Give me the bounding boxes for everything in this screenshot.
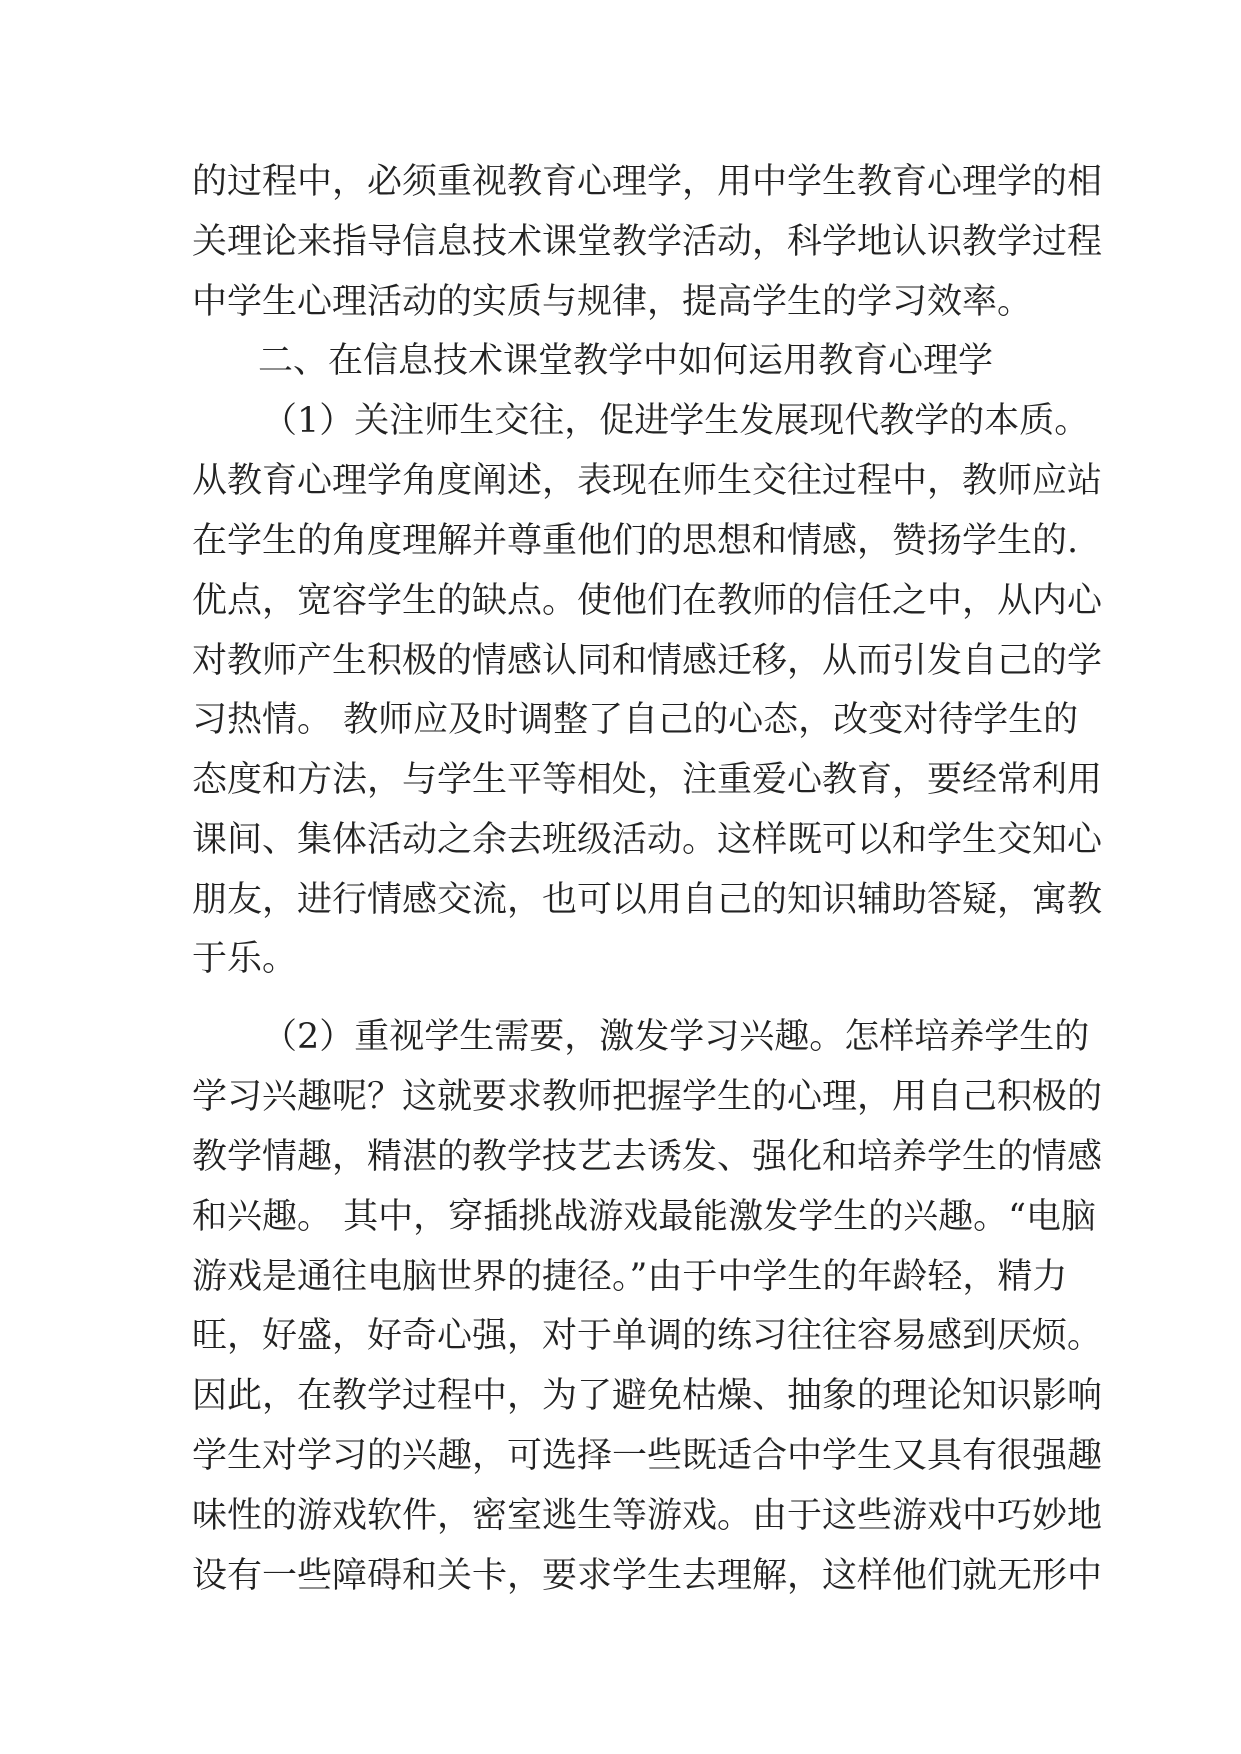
body-text-line: 从教育心理学角度阐述，表现在师生交往过程中，教师应站 xyxy=(192,461,1103,501)
body-text-line: 教学情趣，精湛的教学技艺去诱发、强化和培养学生的情感 xyxy=(192,1137,1103,1177)
body-text-line: 对教师产生积极的情感认同和情感迁移，从而引发自己的学 xyxy=(192,641,1103,681)
body-text-line: 的过程中，必须重视教育心理学，用中学生教育心理学的相 xyxy=(192,162,1103,202)
body-text-line: 课间、集体活动之余去班级活动。这样既可以和学生交知心 xyxy=(192,820,1103,860)
subsection-heading: （2）重视学生需要，激发学习兴趣。怎样培养学生的 xyxy=(262,1017,1090,1057)
body-text-line: 学习兴趣呢？这就要求教师把握学生的心理，用自己积极的 xyxy=(192,1077,1103,1117)
body-text-line: 因此，在教学过程中，为了避免枯燥、抽象的理论知识影响 xyxy=(192,1376,1103,1416)
section-heading: 二、在信息技术课堂教学中如何运用教育心理学 xyxy=(258,341,994,381)
body-text-line: 旺，好盛，好奇心强，对于单调的练习往往容易感到厌烦。 xyxy=(192,1316,1103,1356)
body-text-line: 于乐。 xyxy=(192,939,298,979)
subsection-heading: （1）关注师生交往，促进学生发展现代教学的本质。 xyxy=(262,401,1090,441)
body-text-line: 设有一些障碍和关卡，要求学生去理解，这样他们就无形中 xyxy=(192,1556,1103,1596)
body-text-line: 中学生心理活动的实质与规律，提高学生的学习效率。 xyxy=(192,282,1033,322)
body-text-line: 关理论来指导信息技术课堂教学活动，科学地认识教学过程 xyxy=(192,222,1103,262)
body-text-line: 优点，宽容学生的缺点。使他们在教师的信任之中，从内心 xyxy=(192,581,1103,621)
body-text-line: 朋友，进行情感交流，也可以用自己的知识辅助答疑，寓教 xyxy=(192,880,1103,920)
body-text-line: 游戏是通往电脑世界的捷径。”由于中学生的年龄轻，精力 xyxy=(192,1257,1068,1297)
body-text-line: 味性的游戏软件，密室逃生等游戏。由于这些游戏中巧妙地 xyxy=(192,1496,1103,1536)
body-text-line: 习热情。 教师应及时调整了自己的心态，改变对待学生的 xyxy=(192,700,1079,740)
body-text-line: 态度和方法，与学生平等相处，注重爱心教育，要经常利用 xyxy=(192,760,1103,800)
body-text-line: 和兴趣。 其中，穿插挑战游戏最能激发学生的兴趣。“电脑 xyxy=(192,1197,1097,1237)
body-text-line: 学生对学习的兴趣，可选择一些既适合中学生又具有很强趣 xyxy=(192,1436,1103,1476)
body-text-line: 在学生的角度理解并尊重他们的思想和情感，赞扬学生的. xyxy=(192,521,1079,561)
